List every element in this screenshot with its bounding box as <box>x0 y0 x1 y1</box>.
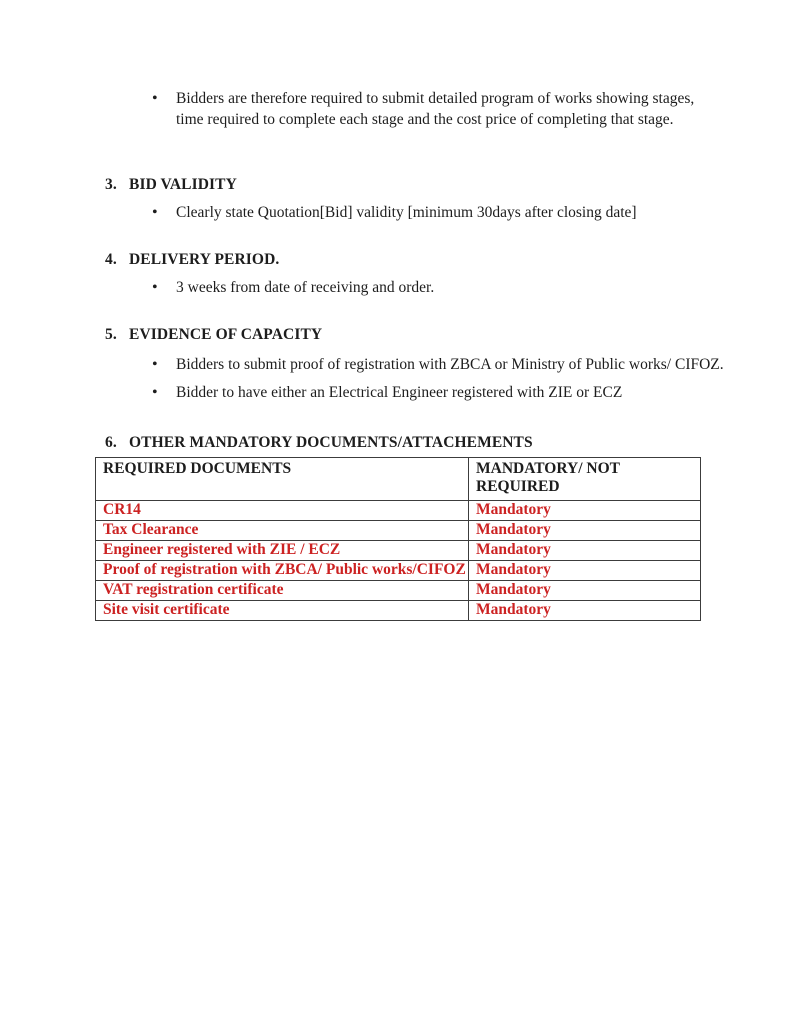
section-heading <box>95 251 731 269</box>
section-bullet-list <box>95 202 731 223</box>
section-number: 5. <box>105 326 117 343</box>
column-header-mandatory-status <box>469 458 701 501</box>
bullet-text: Bidder to have either an Electrical Engineer registered with ZIE or ECZ <box>176 384 623 401</box>
list-item <box>95 202 731 223</box>
list-item <box>95 88 710 130</box>
column-header-text: MANDATORY/ NOT REQUIRED <box>476 460 620 495</box>
section-bid-validity <box>95 176 731 223</box>
status-cell: Mandatory <box>469 561 701 581</box>
table-row <box>96 581 701 601</box>
section-title: BID VALIDITY <box>129 176 237 193</box>
section-number: 6. <box>105 434 117 451</box>
section-number: 3. <box>105 176 117 193</box>
bullet-text: Bidders to submit proof of registration with ZBCA or Ministry of Public works/ CIFOZ. <box>176 356 724 373</box>
list-item <box>95 382 731 403</box>
section-delivery-period <box>95 251 731 298</box>
status-cell: Mandatory <box>469 541 701 561</box>
list-item <box>95 354 731 375</box>
document-cell: Tax Clearance <box>96 521 469 541</box>
table-row <box>96 601 701 621</box>
intro-bullet-text: Bidders are therefore required to submit detailed program of works showing stages, time required to complete each stage and the cost price of completing that stage. <box>176 90 695 128</box>
document-cell: VAT registration certificate <box>96 581 469 601</box>
status-cell: Mandatory <box>469 521 701 541</box>
status-cell: Mandatory <box>469 581 701 601</box>
bullet-text: 3 weeks from date of receiving and order. <box>176 279 435 296</box>
section-number: 4. <box>105 251 117 268</box>
column-header-required-documents: REQUIRED DOCUMENTS <box>96 458 469 501</box>
intro-bullet-list <box>95 88 731 130</box>
table-row <box>96 541 701 561</box>
document-cell: Proof of registration with ZBCA/ Public works/CIFOZ <box>96 561 469 581</box>
table-row <box>96 501 701 521</box>
section-title: OTHER MANDATORY DOCUMENTS/ATTACHEMENTS <box>129 434 533 451</box>
status-cell: Mandatory <box>469 501 701 521</box>
section-other-mandatory-documents <box>95 434 731 621</box>
mandatory-documents-table <box>95 457 701 621</box>
section-bullet-list <box>95 277 731 298</box>
document-cell: Engineer registered with ZIE / ECZ <box>96 541 469 561</box>
section-evidence-of-capacity <box>95 326 731 403</box>
list-item <box>95 277 731 298</box>
table-row <box>96 561 701 581</box>
section-bullet-list <box>95 354 731 403</box>
document-cell: Site visit certificate <box>96 601 469 621</box>
section-title: EVIDENCE OF CAPACITY <box>129 326 323 343</box>
section-heading <box>95 326 731 344</box>
table-header-row <box>96 458 701 501</box>
table-row <box>96 521 701 541</box>
section-title: DELIVERY PERIOD. <box>129 251 280 268</box>
status-cell: Mandatory <box>469 601 701 621</box>
document-cell: CR14 <box>96 501 469 521</box>
bullet-text: Clearly state Quotation[Bid] validity [minimum 30days after closing date] <box>176 204 637 221</box>
section-heading <box>95 434 731 452</box>
section-heading <box>95 176 731 194</box>
